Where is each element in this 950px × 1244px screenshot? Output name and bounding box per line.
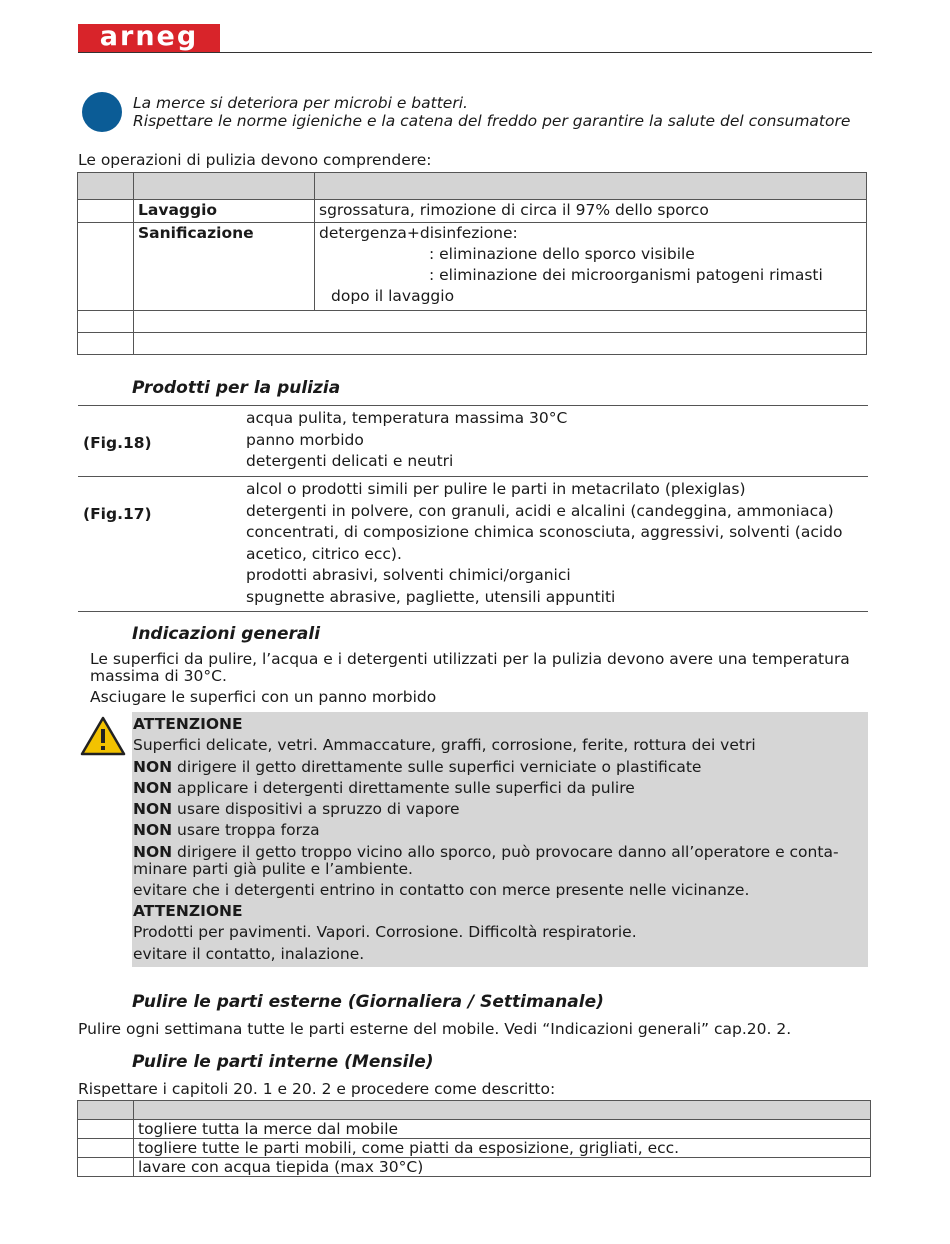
section-title: Indicazioni generali: [132, 624, 321, 644]
internal-text: Rispettare i capitoli 20. 1 e 20. 2 e procedere come descritto:: [78, 1080, 556, 1098]
list-item: acqua pulita, temperatura massima 30°C: [246, 409, 568, 427]
warning-line-text: dirigere il getto direttamente sulle superfici verniciate o plastificate: [172, 757, 702, 776]
section-title: Prodotti per la pulizia: [132, 378, 341, 398]
list-item: concentrati, di composizione chimica sconosciuta, aggressivi, solventi (acido: [246, 523, 843, 541]
product-group: [78, 476, 868, 612]
notice-line: Rispettare le norme igieniche e la catena del freddo per garantire la salute del consumatore: [133, 112, 851, 130]
non-label: NON: [133, 842, 173, 861]
op-desc-line: dopo il lavaggio: [331, 287, 455, 305]
warning-line-text: usare dispositivi a spruzzo di vapore: [172, 800, 460, 819]
warning-line: Superfici delicate, vetri. Ammaccature, graffi, corrosione, ferite, rottura dei vetri: [133, 736, 756, 755]
section-title: Pulire le parti interne (Mensile): [132, 1052, 434, 1072]
warning-line: [133, 844, 868, 861]
steps-table: [77, 1100, 871, 1177]
info-dot-icon: [82, 92, 122, 132]
step-text: togliere tutte le parti mobili, come piatti da esposizione, grigliati, ecc.: [134, 1139, 871, 1158]
warning-line-text: dirigere il getto troppo vicino allo sporco, può provocare danno all’operatore e conta-: [172, 842, 839, 861]
notice-line: La merce si deteriora per microbi e batteri.: [133, 94, 468, 112]
warning-line: evitare che i detergenti entrino in contatto con merce presente nelle vicinanze.: [133, 880, 750, 899]
table-row: [78, 1158, 871, 1177]
warning-line: evitare il contatto, inalazione.: [133, 944, 365, 963]
non-label: NON: [133, 821, 173, 840]
list-item: detergenti in polvere, con granuli, acidi e alcalini (candeggina, ammoniaca): [246, 501, 834, 520]
warning-line-text: usare troppa forza: [172, 821, 320, 840]
list-item: detergenti delicati e neutri: [246, 452, 454, 470]
header-divider: [78, 52, 872, 53]
product-group: [78, 405, 868, 477]
op-desc: sgrossatura, rimozione di circa il 97% dello sporco: [315, 200, 867, 223]
non-label: NON: [133, 757, 173, 776]
list-item: alcol o prodotti simili per pulire le parti in metacrilato (plexiglas): [246, 480, 746, 498]
brand-logo: arneg: [78, 24, 220, 52]
paragraph-line: Le superfici da pulire, l’acqua e i detergenti utilizzati per la pulizia devono avere una temperatura: [90, 650, 850, 668]
table-row: [78, 1120, 871, 1139]
op-desc-line: detergenza+disinfezione:: [319, 224, 518, 242]
hygiene-notice: [133, 94, 850, 130]
warning-line: Prodotti per pavimenti. Vapori. Corrosione. Difficoltà respiratorie.: [133, 923, 637, 942]
list-item: panno morbido: [246, 430, 364, 449]
warning-line: [133, 757, 868, 778]
product-list: [246, 408, 567, 473]
warning-text: [133, 714, 868, 965]
table-row: [78, 311, 867, 333]
external-text: Pulire ogni settimana tutte le parti esterne del mobile. Vedi “Indicazioni generali” cap.20. 2.: [78, 1020, 792, 1038]
warning-line: [133, 778, 868, 799]
op-desc-line: : eliminazione dei microorganismi patogeni rimasti: [429, 266, 823, 284]
warning-heading: ATTENZIONE: [133, 715, 243, 733]
step-text: lavare con acqua tiepida (max 30°C): [134, 1158, 871, 1177]
figure-ref: (Fig.18): [83, 434, 152, 452]
list-item: acetico, citrico ecc).: [246, 544, 402, 563]
table-row: [78, 200, 867, 223]
section-title: Pulire le parti esterne (Giornaliera / Settimanale): [132, 992, 604, 1012]
warning-line: minare parti già pulite e l’ambiente.: [133, 859, 413, 878]
table-row: [78, 223, 867, 311]
table-row: [78, 1139, 871, 1158]
table-row: [78, 333, 867, 355]
figure-ref: (Fig.17): [83, 505, 152, 523]
ops-table: [77, 172, 867, 355]
general-text: [90, 651, 880, 706]
step-text: togliere tutta la merce dal mobile: [134, 1120, 871, 1139]
warning-line-text: applicare i detergenti direttamente sulle superfici da pulire: [172, 778, 635, 797]
non-label: NON: [133, 800, 173, 819]
table-header-row: [78, 173, 867, 200]
op-desc-line: : eliminazione dello sporco visibile: [429, 245, 695, 263]
op-desc: [315, 223, 867, 311]
ops-intro: Le operazioni di pulizia devono comprendere:: [78, 151, 432, 169]
non-label: NON: [133, 778, 173, 797]
list-item: spugnette abrasive, pagliette, utensili appuntiti: [246, 587, 616, 606]
paragraph-line: massima di 30°C.: [90, 667, 227, 685]
table-header-row: [78, 1101, 871, 1120]
warning-triangle-icon: [80, 716, 126, 756]
warning-line: [133, 799, 868, 820]
list-item: prodotti abrasivi, solventi chimici/organici: [246, 566, 571, 584]
product-list: [246, 479, 842, 608]
op-name: Sanificazione: [134, 223, 315, 311]
warning-heading: ATTENZIONE: [133, 902, 243, 921]
paragraph-line: Asciugare le superfici con un panno morbido: [90, 688, 437, 706]
op-name: Lavaggio: [134, 200, 315, 223]
warning-line: [133, 820, 868, 841]
